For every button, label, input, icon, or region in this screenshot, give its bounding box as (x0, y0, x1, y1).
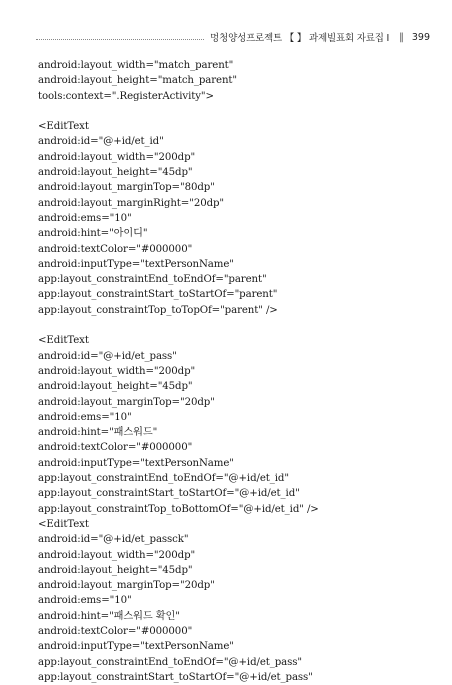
code-listing (38, 58, 432, 685)
code-line: <EditText (38, 518, 89, 530)
code-line (38, 318, 432, 333)
code-line: android:inputType="textPersonName" (38, 258, 234, 270)
code-line: android:id="@+id/et_pass" (38, 350, 177, 362)
code-line: android:layout_marginTop="80dp" (38, 182, 215, 194)
header-separator: ‖ (399, 31, 404, 43)
code-line: app:layout_constraintEnd_toEndOf="parent" (38, 274, 267, 286)
code-line: android:textColor="#000000" (38, 442, 193, 454)
code-line: android:hint="패스워드 확인" (38, 610, 180, 622)
code-line: android:layout_height="45dp" (38, 167, 193, 179)
code-line: android:textColor="#000000" (38, 243, 193, 255)
code-line: app:layout_constraintEnd_toEndOf="@+id/et_id" (38, 473, 289, 485)
running-title: 멍청양성프로젝트 【 】 과제빌표회 자료집 Ⅰ (210, 33, 390, 44)
page-header (36, 28, 430, 46)
code-line: tools:context=".RegisterActivity"> (38, 90, 214, 102)
code-line: android:ems="10" (38, 595, 132, 607)
page-number: 399 (411, 31, 430, 43)
code-line: android:hint="패스워드" (38, 427, 158, 439)
code-line: app:layout_constraintStart_toStartOf="parent" (38, 289, 278, 301)
code-line: <EditText (38, 335, 89, 347)
code-line: android:layout_marginRight="20dp" (38, 197, 225, 209)
code-line: android:layout_width="200dp" (38, 365, 196, 377)
code-line: app:layout_constraintEnd_toEndOf="@+id/et_pass" (38, 656, 302, 668)
code-line: android:ems="10" (38, 212, 132, 224)
code-line: android:layout_width="match_parent" (38, 60, 234, 71)
code-line: app:layout_constraintTop_toTopOf="parent" /> (38, 304, 278, 316)
code-line (38, 104, 432, 119)
code-line: app:layout_constraintTop_toBottomOf="@+id/et_id" /> (38, 503, 319, 515)
code-line: android:layout_height="45dp" (38, 564, 193, 576)
code-line: android:hint="아이디" (38, 228, 148, 240)
code-line: android:id="@+id/et_passck" (38, 534, 189, 546)
code-line: android:layout_height="45dp" (38, 381, 193, 393)
code-line: android:textColor="#000000" (38, 625, 193, 637)
code-line: android:layout_width="200dp" (38, 151, 196, 163)
code-line: android:layout_marginTop="20dp" (38, 580, 215, 592)
code-line: android:inputType="textPersonName" (38, 457, 234, 469)
code-line: android:layout_marginTop="20dp" (38, 396, 215, 408)
code-line: android:ems="10" (38, 411, 132, 423)
code-line: app:layout_constraintStart_toStartOf="@+id/et_pass" (38, 671, 313, 683)
code-line: android:layout_width="200dp" (38, 549, 196, 561)
code-line: android:layout_height="match_parent" (38, 75, 238, 87)
code-line: app:layout_constraintStart_toStartOf="@+id/et_id" (38, 488, 300, 500)
code-line: android:id="@+id/et_id" (38, 136, 164, 148)
leader-dots (36, 39, 204, 40)
code-line: android:inputType="textPersonName" (38, 641, 234, 653)
code-line: <EditText (38, 121, 89, 133)
